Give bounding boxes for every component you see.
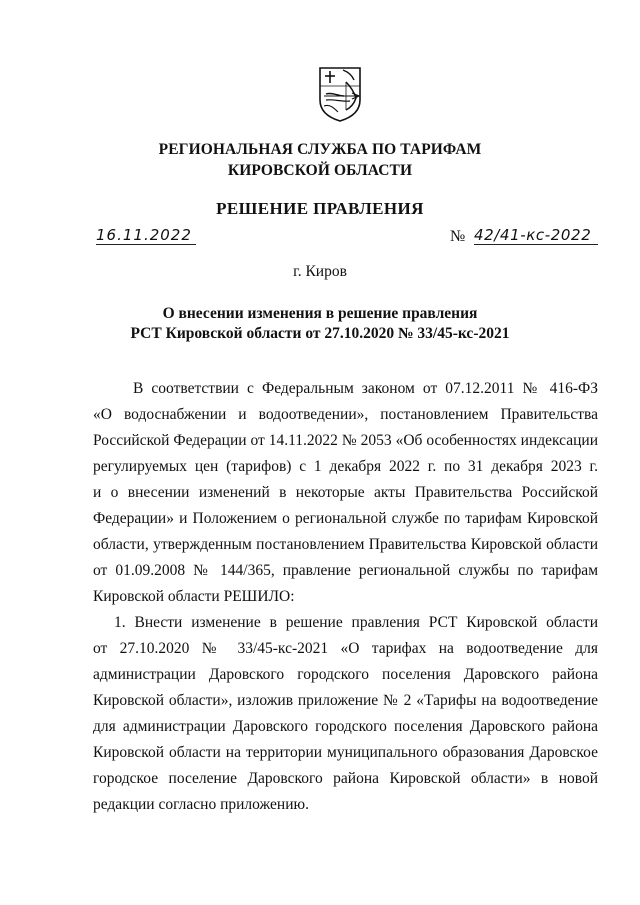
city-name: г. Киров	[293, 263, 347, 280]
number-sign: №	[450, 228, 466, 245]
subject-line-1: О внесении изменения в решение правления	[162, 305, 478, 322]
paragraph-1-line: Российской Федерации от 14.11.2022 № 2053 «Об особенностях индексации	[93, 432, 598, 449]
paragraph-2-line: администрации Даровского городского поселения Даровского района	[93, 666, 598, 683]
document-number: 42/41-кс-2022	[474, 226, 598, 245]
coat-of-arms-icon	[316, 66, 364, 122]
paragraph-1-line: «О водоснабжении и водоотведении», постановлением Правительства	[93, 406, 598, 423]
paragraph-1-line: Федерации» и Положением о региональной службе по тарифам Кировской	[93, 510, 598, 527]
paragraph-2-line: для администрации Даровского городского поселения Даровского района	[93, 718, 598, 735]
org-name-line-1: РЕГИОНАЛЬНАЯ СЛУЖБА ПО ТАРИФАМ	[158, 141, 482, 158]
subject-line-2: РСТ Кировской области от 27.10.2020 № 33/45-кс-2021	[130, 325, 510, 342]
document-date: 16.11.2022	[96, 226, 196, 245]
paragraph-2-line: редакции согласно приложению.	[93, 796, 309, 813]
org-name-line-2: КИРОВСКОЙ ОБЛАСТИ	[227, 162, 413, 179]
paragraph-2-line: городское поселение Даровского района Кировской области» в новой	[93, 770, 598, 787]
paragraph-1-line: В соответствии с Федеральным законом от 07.12.2011 № 416-ФЗ	[133, 380, 598, 397]
paragraph-2-line: Кировской области на территории муниципального образования Даровское	[93, 744, 598, 761]
paragraph-1-line: области, утвержденным постановлением Правительства Кировской области	[93, 536, 598, 553]
paragraph-2-line: Кировской области», изложив приложение № 2 «Тарифы на водоотведение	[93, 692, 598, 709]
document-type-title: РЕШЕНИЕ ПРАВЛЕНИЯ	[216, 199, 424, 218]
paragraph-2-line: 1. Внести изменение в решение правления РСТ Кировской области	[114, 614, 598, 631]
paragraph-1-line: Кировской области РЕШИЛО:	[93, 588, 295, 605]
paragraph-2-line: от 27.10.2020 № 33/45-кс-2021 «О тарифах на водоотведение для	[93, 640, 598, 657]
paragraph-1-line: регулируемых цен (тарифов) с 1 декабря 2022 г. по 31 декабря 2023 г.	[93, 458, 598, 475]
paragraph-1-line: и о внесении изменений в некоторые акты Правительства Российской	[93, 484, 598, 501]
paragraph-1-line: от 01.09.2008 № 144/365, правление региональной службы по тарифам	[93, 562, 598, 579]
